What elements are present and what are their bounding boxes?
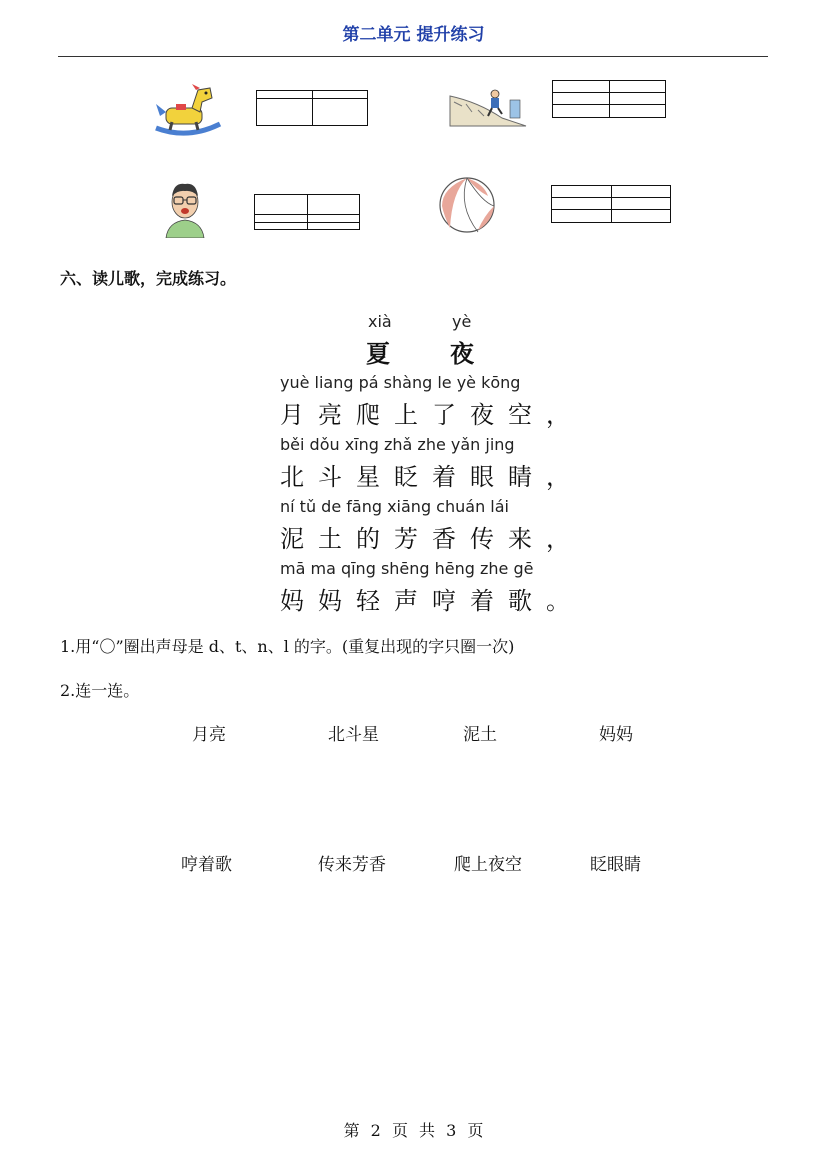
- question-one: 1.用“〇”圈出声母是 d、t、n、l 的字。(重复出现的字只圈一次): [60, 637, 515, 656]
- match-word-top[interactable]: 妈妈: [599, 725, 633, 745]
- match-word-top[interactable]: 月亮: [192, 725, 226, 745]
- pinyin-writing-box[interactable]: [552, 80, 666, 118]
- pinyin-writing-box[interactable]: [256, 90, 368, 126]
- pinyin-writing-box[interactable]: [254, 194, 360, 230]
- match-word-bottom[interactable]: 眨眼睛: [590, 855, 641, 875]
- match-word-bottom[interactable]: 哼着歌: [181, 855, 232, 875]
- rocking-horse-image: [152, 82, 224, 138]
- section-six-title: 六、读儿歌，完成练习。: [60, 269, 237, 288]
- match-word-bottom[interactable]: 传来芳香: [318, 855, 386, 875]
- match-word-top[interactable]: 泥土: [463, 725, 497, 745]
- header-divider: [58, 56, 768, 57]
- page-footer: 第 2 页 共 3 页: [343, 1121, 484, 1140]
- poem-line-pinyin: mā ma qīng shēng hēng zhe gē: [280, 559, 534, 578]
- pinyin-writing-box[interactable]: [551, 185, 671, 223]
- poem-title-pinyin: yè: [452, 312, 472, 331]
- man-portrait-image: [160, 180, 210, 238]
- beach-ball-image: [438, 176, 496, 234]
- climbing-child-image: [448, 82, 528, 128]
- poem-line-pinyin: běi dǒu xīng zhǎ zhe yǎn jing: [280, 435, 515, 454]
- poem-title-char: 夏: [366, 340, 390, 368]
- poem-line-text: 月亮爬上了夜空，: [280, 401, 584, 429]
- poem-line-text: 妈妈轻声哼着歌。: [280, 587, 584, 615]
- match-word-top[interactable]: 北斗星: [328, 725, 379, 745]
- poem-title-pinyin: xià: [368, 312, 392, 331]
- poem-title-char: 夜: [450, 340, 474, 368]
- match-word-bottom[interactable]: 爬上夜空: [454, 855, 522, 875]
- question-two: 2.连一连。: [60, 681, 140, 700]
- poem-line-text: 北斗星眨着眼睛，: [280, 463, 584, 491]
- poem-line-text: 泥土的芳香传来，: [280, 525, 584, 553]
- page-header-title: 第二单元 提升练习: [342, 25, 485, 45]
- poem-line-pinyin: ní tǔ de fāng xiāng chuán lái: [280, 497, 509, 516]
- poem-line-pinyin: yuè liang pá shàng le yè kōng: [280, 373, 521, 392]
